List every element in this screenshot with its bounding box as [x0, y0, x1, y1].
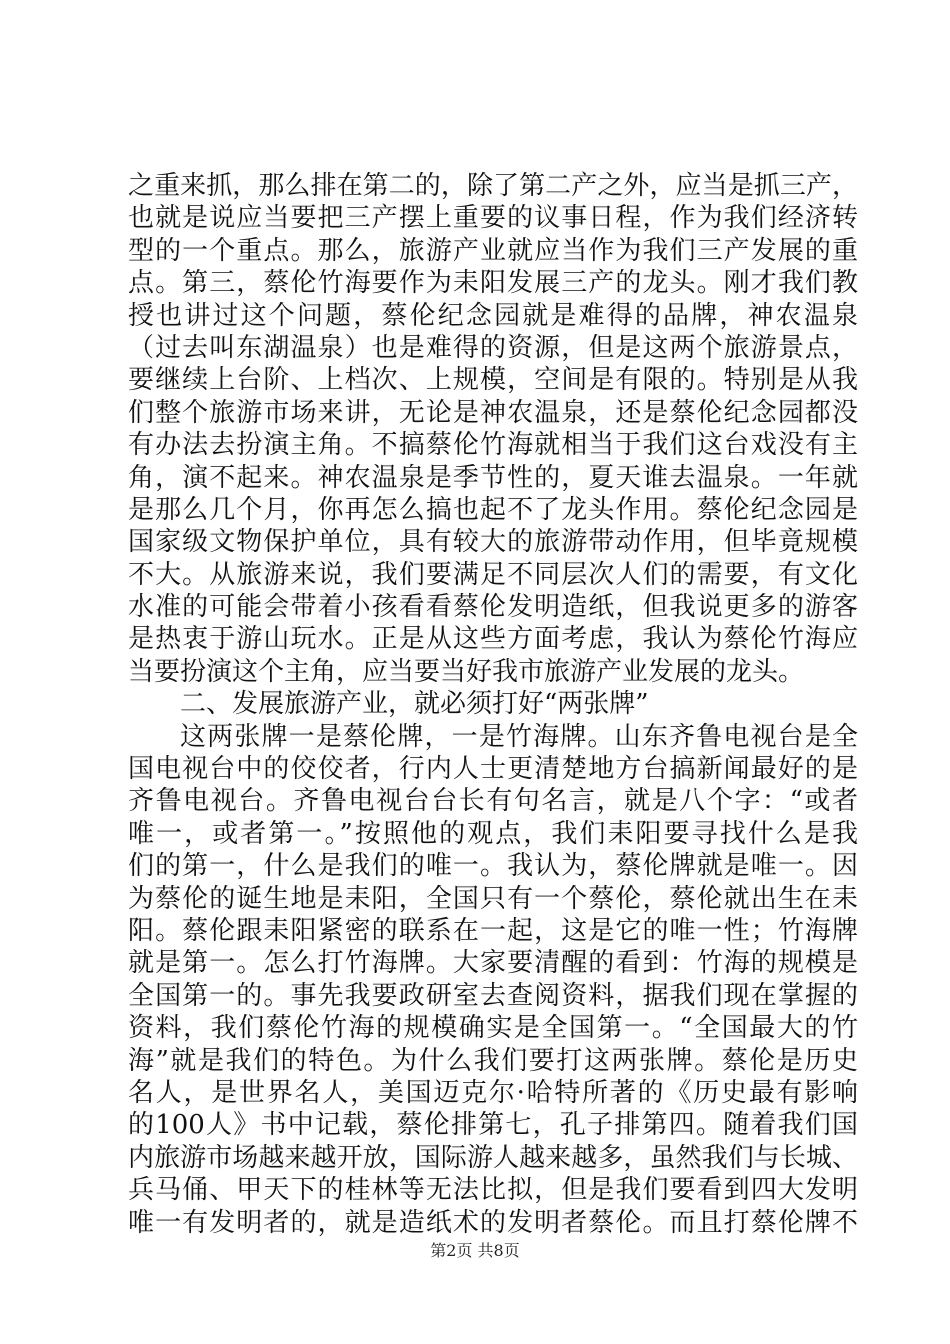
text-line: 唯一有发明者的，就是造纸术的发明者蔡伦。而且打蔡伦牌不: [128, 1207, 858, 1238]
text-line: 海”就是我们的特色。为什么我们要打这两张牌。蔡伦是历史: [128, 1045, 858, 1076]
text-line: 名人，是世界名人，美国迈克尔·哈特所著的《历史最有影响: [128, 1077, 858, 1108]
text-line: 不大。从旅游来说，我们要满足不同层次人们的需要，有文化: [128, 559, 858, 590]
text-line: 水准的可能会带着小孩看看蔡伦发明造纸，但我说更多的游客: [128, 592, 858, 623]
text-line: 角，演不起来。神农温泉是季节性的，夏天谁去温泉。一年就: [128, 462, 858, 493]
page-footer: 第2页 共8页: [430, 1241, 520, 1260]
text-line: 就是第一。怎么打竹海牌。大家要清醒的看到：竹海的规模是: [128, 948, 858, 979]
text-line: 是热衷于游山玩水。正是从这些方面考虑，我认为蔡伦竹海应: [128, 624, 858, 655]
text-line: 齐鲁电视台。齐鲁电视台台长有句名言，就是八个字：“或者: [128, 786, 858, 817]
text-line: 也就是说应当要把三产摆上重要的议事日程，作为我们经济转: [128, 203, 858, 234]
text-line: 授也讲过这个问题，蔡伦纪念园就是难得的品牌，神农温泉: [128, 300, 858, 331]
text-line: 们整个旅游市场来讲，无论是神农温泉，还是蔡伦纪念园都没: [128, 397, 858, 428]
text-line: 国电视台中的佼佼者，行内人士更清楚地方台搞新闻最好的是: [128, 754, 858, 785]
text-line: 是那么几个月，你再怎么搞也起不了龙头作用。蔡伦纪念园是: [128, 494, 858, 525]
text-line: 有办法去扮演主角。不搞蔡伦竹海就相当于我们这台戏没有主: [128, 430, 858, 461]
text-line: 点。第三，蔡伦竹海要作为耒阳发展三产的龙头。刚才我们教: [128, 268, 858, 299]
text-line: 为蔡伦的诞生地是耒阳，全国只有一个蔡伦，蔡伦就出生在耒: [128, 883, 858, 914]
text-line: 资料，我们蔡伦竹海的规模确实是全国第一。“全国最大的竹: [128, 1013, 858, 1044]
text-line: 们的第一，什么是我们的唯一。我认为，蔡伦牌就是唯一。因: [128, 851, 858, 882]
text-line: 之重来抓，那么排在第二的，除了第二产之外，应当是抓三产，: [128, 171, 858, 201]
text-line: 内旅游市场越来越开放，国际游人越来越多，虽然我们与长城、: [128, 1142, 858, 1173]
text-line: 型的一个重点。那么，旅游产业就应当作为我们三产发展的重: [128, 235, 858, 266]
text-line: 全国第一的。事先我要政研室去查阅资料，据我们现在掌握的: [128, 980, 858, 1011]
text-line: 阳。蔡伦跟耒阳紧密的联系在一起，这是它的唯一性；竹海牌: [128, 915, 858, 946]
text-line: 要继续上台阶、上档次、上规模，空间是有限的。特别是从我: [128, 365, 858, 396]
section-heading: 二、发展旅游产业，就必须打好“两张牌”: [180, 689, 649, 720]
body-text: [128, 170, 858, 1239]
text-line: 这两张牌一是蔡伦牌，一是竹海牌。山东齐鲁电视台是全: [180, 721, 858, 752]
text-line: 国家级文物保护单位，具有较大的旅游带动作用，但毕竟规模: [128, 527, 858, 558]
text-line: 兵马俑、甲天下的桂林等无法比拟，但是我们要看到四大发明: [128, 1175, 858, 1206]
text-line: 的100人》书中记载，蔡伦排第七，孔子排第四。随着我们国: [128, 1110, 858, 1141]
text-line: （过去叫东湖温泉）也是难得的资源，但是这两个旅游景点，: [128, 332, 858, 363]
text-line: 当要扮演这个主角，应当要当好我市旅游产业发展的龙头。: [128, 656, 805, 687]
text-line: 唯一，或者第一。”按照他的观点，我们耒阳要寻找什么是我: [128, 818, 858, 849]
